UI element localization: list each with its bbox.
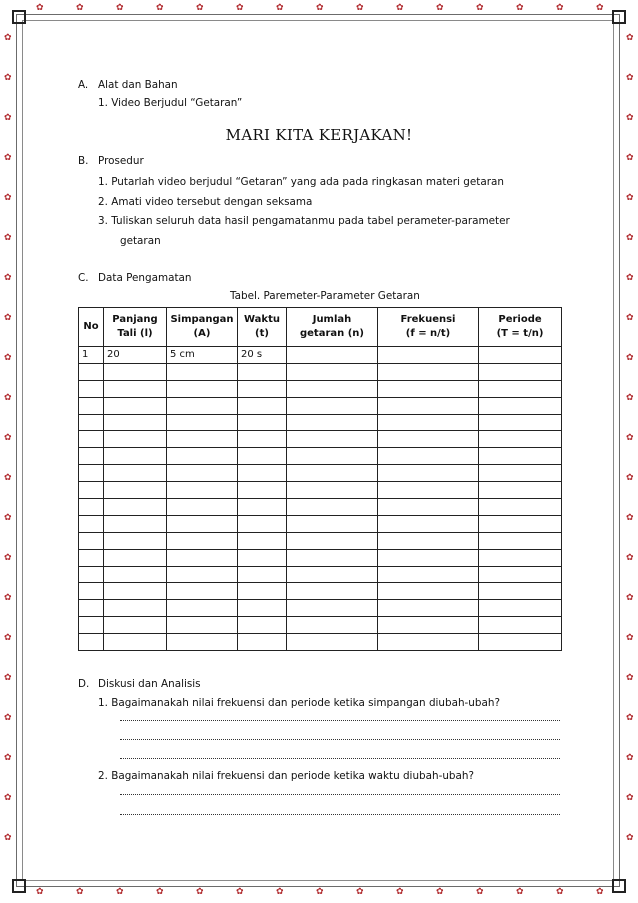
flourish-icon: ✿ [626, 353, 634, 363]
flourish-icon: ✿ [4, 153, 12, 163]
empty-cell[interactable] [79, 634, 104, 651]
empty-cell[interactable] [104, 397, 167, 414]
flourish-icon: ✿ [276, 887, 284, 897]
flourish-icon: ✿ [4, 73, 12, 83]
section-b-letter: B. [78, 155, 89, 167]
empty-cell[interactable] [378, 515, 479, 532]
empty-cell[interactable] [238, 380, 287, 397]
cell-jumlah[interactable] [287, 347, 378, 364]
empty-cell[interactable] [378, 566, 479, 583]
empty-cell[interactable] [238, 600, 287, 617]
flourish-icon: ✿ [626, 593, 634, 603]
flourish-icon: ✿ [156, 3, 164, 13]
section-b-item-1: 1. Putarlah video berjudul “Getaran” yang ada pada ringkasan materi getaran [98, 176, 504, 188]
section-b-item-3-cont: getaran [120, 235, 161, 247]
empty-cell[interactable] [79, 566, 104, 583]
flourish-icon: ✿ [4, 793, 12, 803]
flourish-icon: ✿ [626, 273, 634, 283]
empty-cell[interactable] [104, 431, 167, 448]
answer-line[interactable] [120, 786, 560, 795]
flourish-icon: ✿ [626, 193, 634, 203]
empty-cell[interactable] [167, 380, 238, 397]
flourish-icon: ✿ [516, 887, 524, 897]
cell-no[interactable]: 1 [79, 347, 104, 364]
empty-cell[interactable] [479, 515, 562, 532]
table-header-row [79, 308, 562, 347]
empty-cell[interactable] [238, 566, 287, 583]
flourish-icon: ✿ [556, 3, 564, 13]
empty-cell[interactable] [479, 414, 562, 431]
header-panjang: Panjang Tali (l) [104, 308, 167, 347]
flourish-icon: ✿ [626, 553, 634, 563]
flourish-icon: ✿ [626, 313, 634, 323]
empty-cell[interactable] [238, 532, 287, 549]
empty-cell[interactable] [287, 414, 378, 431]
flourish-icon: ✿ [356, 887, 364, 897]
empty-cell[interactable] [79, 583, 104, 600]
empty-cell[interactable] [167, 634, 238, 651]
empty-cell[interactable] [79, 515, 104, 532]
empty-cell[interactable] [479, 465, 562, 482]
empty-cell[interactable] [79, 397, 104, 414]
section-b-title: Prosedur [98, 155, 144, 167]
empty-cell[interactable] [104, 600, 167, 617]
empty-cell[interactable] [104, 414, 167, 431]
empty-cell[interactable] [287, 634, 378, 651]
empty-cell[interactable] [167, 414, 238, 431]
section-c-letter: C. [78, 272, 89, 284]
empty-cell[interactable] [479, 617, 562, 634]
flourish-icon: ✿ [626, 793, 634, 803]
empty-cell[interactable] [287, 549, 378, 566]
flourish-icon: ✿ [236, 3, 244, 13]
empty-cell[interactable] [167, 583, 238, 600]
empty-cell[interactable] [79, 482, 104, 499]
empty-cell[interactable] [104, 566, 167, 583]
flourish-icon: ✿ [556, 887, 564, 897]
empty-cell[interactable] [479, 634, 562, 651]
empty-cell[interactable] [104, 380, 167, 397]
empty-cell[interactable] [167, 363, 238, 380]
header-waktu: Waktu (t) [238, 308, 287, 347]
table-row [79, 617, 562, 634]
table-row [79, 363, 562, 380]
empty-cell[interactable] [167, 617, 238, 634]
empty-cell[interactable] [378, 397, 479, 414]
empty-cell[interactable] [287, 600, 378, 617]
empty-cell[interactable] [378, 532, 479, 549]
flourish-icon: ✿ [626, 33, 634, 43]
empty-cell[interactable] [479, 397, 562, 414]
section-d-letter: D. [78, 678, 90, 690]
section-d-title: Diskusi dan Analisis [98, 678, 201, 690]
empty-cell[interactable] [79, 617, 104, 634]
table-row [79, 414, 562, 431]
header-periode: Periode (T = t/n) [479, 308, 562, 347]
empty-cell[interactable] [167, 549, 238, 566]
empty-cell[interactable] [378, 549, 479, 566]
flourish-icon: ✿ [626, 713, 634, 723]
flourish-icon: ✿ [316, 3, 324, 13]
empty-cell[interactable] [378, 499, 479, 516]
flourish-icon: ✿ [516, 3, 524, 13]
table-row [79, 482, 562, 499]
empty-cell[interactable] [104, 617, 167, 634]
table-row [79, 499, 562, 516]
empty-cell[interactable] [479, 363, 562, 380]
flourish-icon: ✿ [626, 233, 634, 243]
table-row [79, 515, 562, 532]
empty-cell[interactable] [79, 363, 104, 380]
empty-cell[interactable] [104, 482, 167, 499]
answer-line[interactable] [120, 750, 560, 759]
section-c-title: Data Pengamatan [98, 272, 192, 284]
empty-cell[interactable] [167, 499, 238, 516]
empty-cell[interactable] [238, 363, 287, 380]
header-simpangan: Simpangan (A) [167, 308, 238, 347]
flourish-icon: ✿ [626, 153, 634, 163]
section-a-item-1: 1. Video Berjudul “Getaran” [98, 97, 243, 109]
empty-cell[interactable] [479, 600, 562, 617]
flourish-icon: ✿ [626, 833, 634, 843]
empty-cell[interactable] [287, 431, 378, 448]
empty-cell[interactable] [79, 600, 104, 617]
table-row [79, 448, 562, 465]
table-row [79, 397, 562, 414]
empty-cell[interactable] [287, 465, 378, 482]
cell-simpangan[interactable]: 5 cm [167, 347, 238, 364]
observation-table [78, 307, 562, 651]
empty-cell[interactable] [378, 617, 479, 634]
table-row [79, 347, 562, 364]
section-a-letter: A. [78, 79, 89, 91]
empty-cell[interactable] [378, 431, 479, 448]
flourish-icon: ✿ [4, 433, 12, 443]
empty-cell[interactable] [479, 499, 562, 516]
empty-cell[interactable] [238, 482, 287, 499]
flourish-icon: ✿ [436, 3, 444, 13]
flourish-icon: ✿ [626, 473, 634, 483]
section-a-title: Alat dan Bahan [98, 79, 178, 91]
flourish-icon: ✿ [36, 3, 44, 13]
question-2: 2. Bagaimanakah nilai frekuensi dan periode ketika waktu diubah-ubah? [98, 770, 474, 782]
flourish-icon: ✿ [4, 833, 12, 843]
answer-line[interactable] [120, 712, 560, 721]
empty-cell[interactable] [287, 380, 378, 397]
empty-cell[interactable] [238, 583, 287, 600]
empty-cell[interactable] [238, 499, 287, 516]
empty-cell[interactable] [287, 617, 378, 634]
table-row [79, 532, 562, 549]
flourish-icon: ✿ [396, 3, 404, 13]
flourish-icon: ✿ [116, 3, 124, 13]
empty-cell[interactable] [378, 363, 479, 380]
empty-cell[interactable] [104, 363, 167, 380]
table-row [79, 600, 562, 617]
answer-line[interactable] [120, 806, 560, 815]
empty-cell[interactable] [479, 448, 562, 465]
empty-cell[interactable] [167, 482, 238, 499]
empty-cell[interactable] [287, 566, 378, 583]
flourish-icon: ✿ [4, 233, 12, 243]
flourish-icon: ✿ [626, 113, 634, 123]
flourish-icon: ✿ [116, 887, 124, 897]
flourish-icon: ✿ [626, 753, 634, 763]
flourish-icon: ✿ [276, 3, 284, 13]
empty-cell[interactable] [378, 414, 479, 431]
empty-cell[interactable] [378, 380, 479, 397]
empty-cell[interactable] [238, 397, 287, 414]
flourish-icon: ✿ [626, 633, 634, 643]
flourish-icon: ✿ [4, 553, 12, 563]
header-jumlah: Jumlah getaran (n) [287, 308, 378, 347]
flourish-icon: ✿ [626, 73, 634, 83]
flourish-icon: ✿ [626, 433, 634, 443]
empty-cell[interactable] [104, 515, 167, 532]
empty-cell[interactable] [479, 583, 562, 600]
question-1: 1. Bagaimanakah nilai frekuensi dan periode ketika simpangan diubah-ubah? [98, 697, 500, 709]
empty-cell[interactable] [378, 482, 479, 499]
empty-cell[interactable] [167, 532, 238, 549]
flourish-icon: ✿ [236, 887, 244, 897]
empty-cell[interactable] [479, 532, 562, 549]
table-row [79, 431, 562, 448]
empty-cell[interactable] [238, 634, 287, 651]
flourish-icon: ✿ [4, 313, 12, 323]
flourish-icon: ✿ [156, 887, 164, 897]
header-frekuensi: Frekuensi (f = n/t) [378, 308, 479, 347]
empty-cell[interactable] [378, 448, 479, 465]
flourish-icon: ✿ [4, 753, 12, 763]
empty-cell[interactable] [479, 482, 562, 499]
empty-cell[interactable] [378, 465, 479, 482]
empty-cell[interactable] [479, 549, 562, 566]
empty-cell[interactable] [79, 465, 104, 482]
empty-cell[interactable] [238, 414, 287, 431]
flourish-icon: ✿ [4, 713, 12, 723]
empty-cell[interactable] [238, 617, 287, 634]
empty-cell[interactable] [287, 515, 378, 532]
empty-cell[interactable] [167, 397, 238, 414]
flourish-icon: ✿ [4, 513, 12, 523]
empty-cell[interactable] [287, 583, 378, 600]
empty-cell[interactable] [104, 549, 167, 566]
flourish-icon: ✿ [4, 473, 12, 483]
empty-cell[interactable] [238, 448, 287, 465]
empty-cell[interactable] [378, 634, 479, 651]
empty-cell[interactable] [79, 532, 104, 549]
empty-cell[interactable] [79, 380, 104, 397]
flourish-icon: ✿ [4, 593, 12, 603]
empty-cell[interactable] [104, 448, 167, 465]
cell-waktu[interactable]: 20 s [238, 347, 287, 364]
empty-cell[interactable] [167, 465, 238, 482]
empty-cell[interactable] [479, 380, 562, 397]
flourish-icon: ✿ [4, 673, 12, 683]
empty-cell[interactable] [167, 431, 238, 448]
flourish-icon: ✿ [626, 673, 634, 683]
flourish-icon: ✿ [4, 353, 12, 363]
table-row [79, 380, 562, 397]
flourish-icon: ✿ [4, 273, 12, 283]
flourish-icon: ✿ [36, 887, 44, 897]
flourish-icon: ✿ [196, 887, 204, 897]
empty-cell[interactable] [287, 499, 378, 516]
empty-cell[interactable] [287, 448, 378, 465]
empty-cell[interactable] [287, 482, 378, 499]
flourish-icon: ✿ [4, 193, 12, 203]
worksheet-heading: MARI KITA KERJAKAN! [225, 126, 413, 144]
empty-cell[interactable] [104, 634, 167, 651]
section-b-item-3: 3. Tuliskan seluruh data hasil pengamatanmu pada tabel perameter-parameter [98, 215, 510, 227]
empty-cell[interactable] [378, 600, 479, 617]
empty-cell[interactable] [79, 414, 104, 431]
empty-cell[interactable] [238, 465, 287, 482]
flourish-icon: ✿ [626, 513, 634, 523]
table-caption: Tabel. Paremeter-Parameter Getaran [230, 290, 420, 302]
empty-cell[interactable] [287, 532, 378, 549]
empty-cell[interactable] [104, 465, 167, 482]
answer-line[interactable] [120, 731, 560, 740]
empty-cell[interactable] [167, 448, 238, 465]
flourish-icon: ✿ [596, 887, 604, 897]
flourish-icon: ✿ [4, 393, 12, 403]
flourish-icon: ✿ [436, 887, 444, 897]
section-b-item-2: 2. Amati video tersebut dengan seksama [98, 196, 313, 208]
flourish-icon: ✿ [76, 887, 84, 897]
flourish-icon: ✿ [356, 3, 364, 13]
empty-cell[interactable] [104, 532, 167, 549]
table-row [79, 465, 562, 482]
table-row [79, 634, 562, 651]
empty-cell[interactable] [167, 600, 238, 617]
table-row [79, 583, 562, 600]
empty-cell[interactable] [238, 515, 287, 532]
flourish-icon: ✿ [626, 393, 634, 403]
flourish-icon: ✿ [476, 887, 484, 897]
empty-cell[interactable] [79, 549, 104, 566]
empty-cell[interactable] [479, 431, 562, 448]
empty-cell[interactable] [79, 431, 104, 448]
flourish-icon: ✿ [4, 633, 12, 643]
empty-cell[interactable] [479, 566, 562, 583]
empty-cell[interactable] [167, 566, 238, 583]
flourish-icon: ✿ [316, 887, 324, 897]
empty-cell[interactable] [287, 397, 378, 414]
cell-panjang[interactable]: 20 [104, 347, 167, 364]
empty-cell[interactable] [238, 431, 287, 448]
flourish-icon: ✿ [396, 887, 404, 897]
cell-frekuensi[interactable] [378, 347, 479, 364]
flourish-icon: ✿ [596, 3, 604, 13]
table-row [79, 566, 562, 583]
flourish-icon: ✿ [4, 33, 12, 43]
flourish-icon: ✿ [76, 3, 84, 13]
table-row [79, 549, 562, 566]
header-no: No [79, 308, 104, 347]
empty-cell[interactable] [79, 499, 104, 516]
flourish-icon: ✿ [4, 113, 12, 123]
empty-cell[interactable] [79, 448, 104, 465]
empty-cell[interactable] [287, 363, 378, 380]
empty-cell[interactable] [167, 515, 238, 532]
flourish-icon: ✿ [196, 3, 204, 13]
flourish-icon: ✿ [476, 3, 484, 13]
empty-cell[interactable] [104, 583, 167, 600]
cell-periode[interactable] [479, 347, 562, 364]
empty-cell[interactable] [104, 499, 167, 516]
empty-cell[interactable] [238, 549, 287, 566]
empty-cell[interactable] [378, 583, 479, 600]
